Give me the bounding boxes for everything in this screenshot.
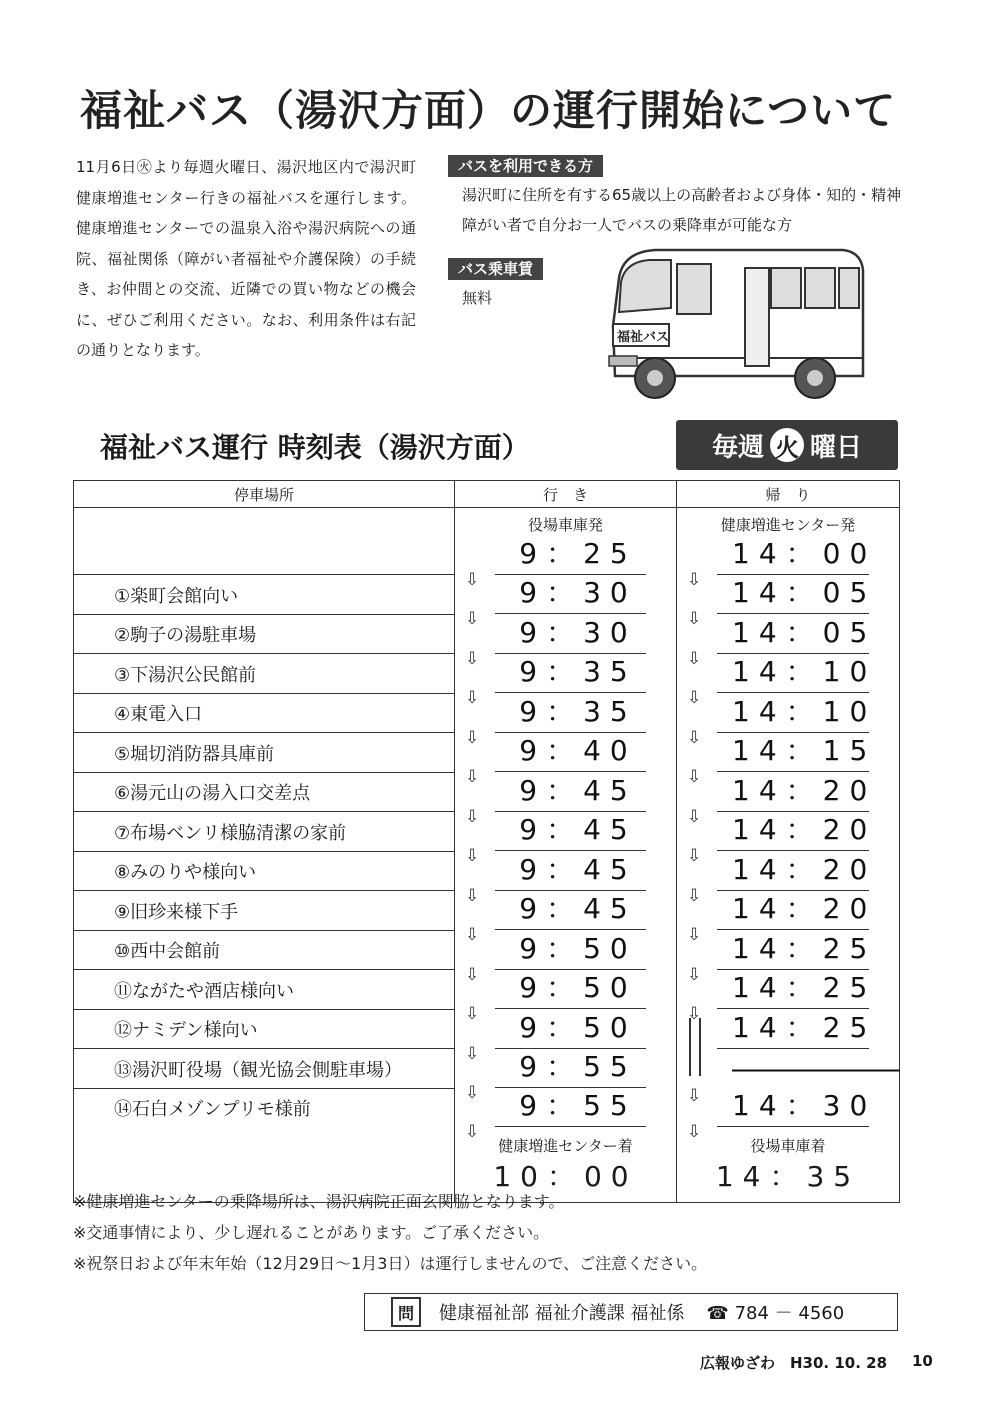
intro-paragraph: 11月6日㊋より毎週火曜日、湯沢地区内で湯沢町健康増進センター行きの福祉バスを運行します。健康増進センターでの温泉入浴や湯沢病院への通院、福祉関係（障がい者福祉や介護保険）の手続き、お仲間との交流、近隣での買い物などの機会に、ぜひご利用ください。なお、利用条件は右記の通りとなります。 bbox=[76, 158, 416, 359]
down-arrow-icon: ⇩ bbox=[465, 1122, 480, 1142]
return-time: 14：15 bbox=[732, 734, 877, 767]
outbound-start-time: 9：25 bbox=[519, 536, 637, 570]
outbound-end-label: 健康増進センター着 bbox=[498, 1137, 633, 1155]
down-arrow-icon: ⇩ bbox=[687, 1122, 702, 1142]
outbound-start-label: 役場車庫発 bbox=[527, 516, 603, 534]
return-time: 14：25 bbox=[732, 931, 877, 965]
outbound-time: 9：30 bbox=[519, 576, 637, 609]
return-time: 14：25 bbox=[732, 971, 877, 1004]
down-arrow-icon: ⇩ bbox=[465, 806, 480, 827]
down-arrow-icon: ⇩ bbox=[687, 1086, 702, 1106]
down-arrow-icon: ⇩ bbox=[687, 806, 702, 827]
outbound-time: 9：45 bbox=[519, 852, 637, 886]
table-row bbox=[74, 575, 900, 615]
header-stop: 停車場所 bbox=[74, 481, 455, 508]
start-row bbox=[74, 508, 900, 575]
table-row bbox=[74, 970, 900, 1010]
fare-tag: バス乗車賃 bbox=[448, 258, 543, 280]
stop-name: ②駒子の湯駐車場 bbox=[114, 625, 257, 646]
eligibility-text: 湯沢町に住所を有する65歳以上の高齢者および身体・知的・精神障がい者で自分お一人でバスの乗降車が可能な方 bbox=[462, 186, 902, 234]
down-arrow-icon: ⇩ bbox=[687, 885, 702, 906]
table-row bbox=[74, 1049, 900, 1089]
bus-illustration bbox=[605, 238, 867, 410]
page-number: 10 bbox=[912, 1352, 933, 1370]
stop-name: ⑭石白メゾンプリモ様前 bbox=[114, 1099, 311, 1120]
down-arrow-icon: ⇩ bbox=[687, 925, 702, 945]
contact-dept: 健康福祉部 福祉介護課 福祉係 bbox=[439, 1303, 685, 1324]
stop-name: ⑦布場ベンリ様脇清潔の家前 bbox=[114, 822, 347, 844]
stop-name: ⑥湯元山の湯入口交差点 bbox=[114, 783, 311, 804]
down-arrow-icon: ⇩ bbox=[465, 964, 480, 985]
return-time: 14：20 bbox=[732, 892, 877, 925]
return-start-time: 14：00 bbox=[732, 536, 877, 570]
page-title: 福祉バス（湯沢方面）の運行開始について bbox=[80, 86, 897, 135]
outbound-time: 9：35 bbox=[519, 655, 637, 688]
down-arrow-icon: ⇩ bbox=[687, 727, 702, 748]
stop-name: ⑬湯沢町役場（観光協会側駐車場） bbox=[114, 1059, 402, 1081]
contact-box bbox=[364, 1293, 898, 1331]
down-arrow-icon: ⇩ bbox=[687, 846, 702, 866]
note-item: ※祝祭日および年末年始（12月29日～1月3日）は運行しませんので、ご注意ください。 bbox=[73, 1254, 708, 1273]
down-arrow-icon: ⇩ bbox=[687, 569, 702, 590]
eligibility-section bbox=[448, 156, 603, 176]
table-row bbox=[74, 733, 900, 773]
return-end-label: 役場車庫着 bbox=[750, 1137, 826, 1155]
table-row bbox=[74, 614, 900, 654]
weekday-badge bbox=[676, 420, 898, 470]
down-arrow-icon: ⇩ bbox=[465, 885, 480, 906]
bus-sign-text: 福祉バス bbox=[617, 330, 670, 345]
header-outbound: 行 き bbox=[455, 481, 677, 508]
return-time: 14：20 bbox=[732, 813, 877, 846]
return-time: 14：05 bbox=[732, 576, 877, 609]
return-time: ―――――― bbox=[732, 1052, 900, 1085]
down-arrow-icon: ⇩ bbox=[465, 569, 480, 590]
down-arrow-icon: ⇩ bbox=[465, 648, 480, 669]
long-down-arrow-icon bbox=[689, 1018, 701, 1076]
return-time: 14：30 bbox=[732, 1089, 877, 1122]
stop-name: ⑧みのりや様向い bbox=[114, 862, 257, 883]
outbound-time: 9：55 bbox=[519, 1050, 637, 1083]
outbound-time: 9：45 bbox=[519, 892, 637, 925]
down-arrow-icon: ⇩ bbox=[465, 1004, 480, 1024]
stop-name: ⑨旧珍来様下手 bbox=[114, 901, 239, 923]
stop-name: ⑤堀切消防器具庫前 bbox=[114, 743, 275, 765]
badge-suffix: 曜日 bbox=[810, 432, 863, 463]
down-arrow-icon: ⇩ bbox=[687, 609, 702, 629]
fare-text: 無料 bbox=[462, 289, 493, 307]
table-row bbox=[74, 851, 900, 891]
down-arrow-icon: ⇩ bbox=[465, 1083, 480, 1103]
down-arrow-icon: ⇩ bbox=[465, 688, 480, 708]
table-row bbox=[74, 891, 900, 931]
outbound-time: 9：35 bbox=[519, 694, 637, 728]
down-arrow-icon: ⇩ bbox=[465, 609, 480, 629]
down-arrow-icon: ⇩ bbox=[687, 1004, 702, 1024]
timetable-header bbox=[74, 481, 900, 508]
stop-name: ⑪ながたや酒店様向い bbox=[114, 980, 294, 1002]
return-time: 14：20 bbox=[732, 852, 877, 886]
inquiry-icon: 問 bbox=[391, 1297, 421, 1327]
outbound-time: 9：50 bbox=[519, 1010, 637, 1044]
down-arrow-icon: ⇩ bbox=[465, 767, 480, 787]
stop-name: ④東電入口 bbox=[114, 704, 203, 725]
table-row bbox=[74, 1088, 900, 1127]
table-row bbox=[74, 693, 900, 733]
down-arrow-icon: ⇩ bbox=[465, 727, 480, 748]
outbound-time: 9：45 bbox=[519, 813, 637, 846]
note-item: ※交通事情により、少し遅れることがあります。ご了承ください。 bbox=[73, 1223, 550, 1242]
down-arrow-icon: ⇩ bbox=[687, 688, 702, 708]
return-time: 14：05 bbox=[732, 615, 877, 649]
fare-section bbox=[448, 259, 543, 279]
eligibility-tag: バスを利用できる方 bbox=[448, 155, 603, 177]
note-item: ※健康増進センターの乗降場所は、湯沢病院正面玄関脇となります。 bbox=[73, 1192, 565, 1211]
timetable bbox=[73, 480, 900, 1203]
table-row bbox=[74, 930, 900, 970]
return-time: 14：10 bbox=[732, 655, 877, 688]
schedule-title: 福祉バス運行 時刻表（湯沢方面） bbox=[100, 431, 530, 464]
down-arrow-icon: ⇩ bbox=[465, 1043, 480, 1064]
outbound-time: 9：50 bbox=[519, 931, 637, 965]
badge-prefix: 毎週 bbox=[711, 432, 764, 463]
stop-name: ①楽町会館向い bbox=[114, 585, 239, 607]
return-time: 14：20 bbox=[732, 773, 877, 807]
outbound-time: 9：30 bbox=[519, 615, 637, 649]
stop-name: ⑫ナミデン様向い bbox=[114, 1020, 258, 1041]
stop-name: ③下湯沢公民館前 bbox=[114, 664, 257, 686]
badge-day: 火 bbox=[770, 428, 804, 462]
outbound-time: 9：55 bbox=[519, 1089, 637, 1122]
return-start-label: 健康増進センター発 bbox=[720, 516, 856, 534]
down-arrow-icon: ⇩ bbox=[465, 925, 480, 945]
table-row bbox=[74, 654, 900, 694]
contact-phone: ☎ 784 － 4560 bbox=[706, 1303, 845, 1324]
publication-footer: 広報ゆざわ H30. 10. 28 bbox=[700, 1354, 888, 1372]
table-row bbox=[74, 772, 900, 812]
header-return: 帰 り bbox=[677, 481, 900, 508]
down-arrow-icon: ⇩ bbox=[687, 964, 702, 985]
stop-name: ⑩西中会館前 bbox=[114, 941, 221, 962]
outbound-time: 9：40 bbox=[519, 734, 637, 767]
outbound-end-time: 10：00 bbox=[493, 1160, 638, 1193]
down-arrow-icon: ⇩ bbox=[687, 648, 702, 669]
down-arrow-icon: ⇩ bbox=[687, 767, 702, 787]
down-arrow-icon: ⇩ bbox=[465, 846, 480, 866]
return-end-time: 14：35 bbox=[715, 1160, 861, 1193]
table-row bbox=[74, 1009, 900, 1049]
outbound-time: 9：45 bbox=[519, 773, 637, 807]
outbound-time: 9：50 bbox=[519, 971, 637, 1004]
return-time: 14：10 bbox=[732, 694, 877, 728]
return-time: 14：25 bbox=[732, 1010, 877, 1044]
notes bbox=[73, 1186, 707, 1279]
table-row bbox=[74, 812, 900, 852]
